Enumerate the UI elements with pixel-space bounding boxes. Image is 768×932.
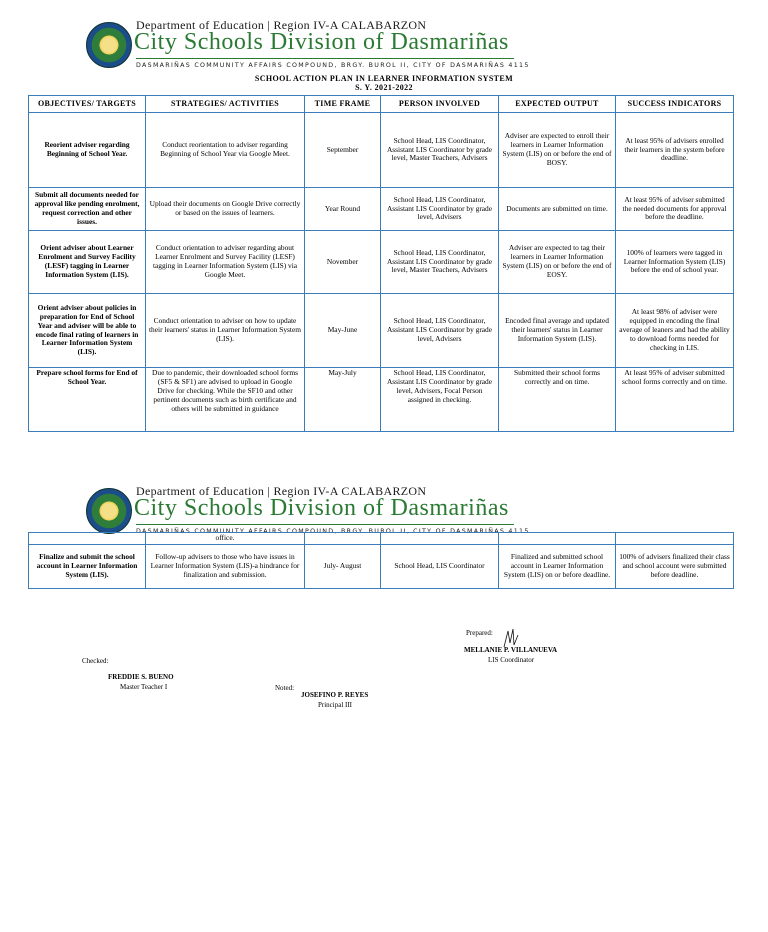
strategy-cell: Follow-up advisers to those who have issues in Learner Information System (LIS)-a hindrance for finalization and submission. xyxy=(146,544,305,588)
time-frame-cell: September xyxy=(305,113,381,188)
noted-name: JOSEFINO P. REYES xyxy=(301,691,369,699)
persons-cell: School Head, LIS Coordinator xyxy=(381,544,499,588)
divider xyxy=(136,524,514,525)
table-row xyxy=(29,113,734,188)
objective-cell: Orient adviser about policies in preparation for End of School Year and adviser will be able to encode final rating of learners in Learner Information System (LIS). xyxy=(29,294,146,368)
strategy-cell: Conduct orientation to adviser on how to update their learners' status in Learner Information System (LIS). xyxy=(146,294,305,368)
noted-title: Principal III xyxy=(318,701,353,709)
column-header: EXPECTED OUTPUT xyxy=(499,96,616,113)
objective-cell: Prepare school forms for End of School Year. xyxy=(29,368,146,432)
persons-cell: School Head, LIS Coordinator, Assistant LIS Coordinator by grade level, Advisers xyxy=(381,188,499,231)
time-frame-cell: Year Round xyxy=(305,188,381,231)
column-header: OBJECTIVES/ TARGETS xyxy=(29,96,146,113)
checked-title: Master Teacher I xyxy=(120,683,168,691)
division-name: City Schools Division of Dasmariñas xyxy=(134,29,509,55)
prepared-label: Prepared: xyxy=(466,629,493,637)
objective-cell: Finalize and submit the school account in Learner Information System (LIS). xyxy=(29,544,146,588)
school-year: S. Y. 2021-2022 xyxy=(355,83,413,92)
objective-cell: Orient adviser about Learner Enrolment and Survey Facility (LESF) tagging in Learner Information System (LIS). xyxy=(29,231,146,294)
division-address: DASMARIÑAS COMMUNITY AFFAIRS COMPOUND, BRGY. BUROL II, CITY OF DASMARIÑAS 4115 xyxy=(136,62,530,69)
persons-cell: School Head, LIS Coordinator, Assistant LIS Coordinator by grade level, Master Teachers, Advisers xyxy=(381,231,499,294)
time-frame-cell: July- August xyxy=(305,544,381,588)
objective-cell: Reorient adviser regarding Beginning of School Year. xyxy=(29,113,146,188)
document-title: SCHOOL ACTION PLAN IN LEARNER INFORMATION SYSTEM xyxy=(254,74,514,83)
output-cell: Documents are submitted on time. xyxy=(499,188,616,231)
persons-cell: School Head, LIS Coordinator, Assistant LIS Coordinator by grade level, Master Teachers, Advisers xyxy=(381,113,499,188)
strategy-cell: Conduct orientation to adviser regarding about Learner Enrolment and Survey Facility (LESF) tagging in Learner Information System (LIS) via Google Meet. xyxy=(146,231,305,294)
department-line: Department of Education | Region IV-A CALABARZON xyxy=(136,18,427,32)
table-row xyxy=(29,188,734,231)
table-row xyxy=(29,533,734,545)
output-cell: Finalized and submitted school account in Learner Information System (LIS) on or before deadline. xyxy=(499,544,616,588)
table-header-row xyxy=(29,96,734,113)
time-frame-cell: May-July xyxy=(305,368,381,432)
checked-label: Checked: xyxy=(82,657,109,665)
divider xyxy=(136,58,514,59)
indicator-cell: 100% of learners were tagged in Learner Information System (LIS) before the end of school year. xyxy=(616,231,734,294)
indicator-cell: At least 95% of adviser submitted school forms correctly and on time. xyxy=(616,368,734,432)
persons-cell: School Head, LIS Coordinator, Assistant LIS Coordinator by grade level, Advisers xyxy=(381,294,499,368)
table-row xyxy=(29,294,734,368)
division-seal-icon xyxy=(86,22,132,68)
indicator-cell: 100% of advisers finalized their class and school account were submitted before deadline. xyxy=(616,544,734,588)
time-frame-cell: November xyxy=(305,231,381,294)
prepared-title: LIS Coordinator xyxy=(488,656,535,664)
output-cell: Adviser are expected to enroll their learners in Learner Information System (LIS) on or before the end of BOSY. xyxy=(499,113,616,188)
prepared-name: MELLANIE P. VILLANUEVA xyxy=(464,646,558,654)
column-header: STRATEGIES/ ACTIVITIES xyxy=(146,96,305,113)
action-plan-table xyxy=(28,95,734,432)
objective-cell: Submit all documents needed for approval like pending enrolment, request correction and other issues. xyxy=(29,188,146,231)
indicator-cell: At least 98% of adviser were equipped in encoding the final average of leaners and had the ability to download forms needed for checking in LIS. xyxy=(616,294,734,368)
strategy-cell: Upload their documents on Google Drive correctly or based on the issues of learners. xyxy=(146,188,305,231)
time-frame-cell: May-June xyxy=(305,294,381,368)
output-cell: Submitted their school forms correctly and on time. xyxy=(499,368,616,432)
department-line: Department of Education | Region IV-A CALABARZON xyxy=(136,484,427,498)
division-name: City Schools Division of Dasmariñas xyxy=(134,495,509,521)
indicator-cell: At least 95% of adviser submitted the needed documents for approval before the deadline. xyxy=(616,188,734,231)
checked-name: FREDDIE S. BUENO xyxy=(108,673,174,681)
division-seal-icon xyxy=(86,488,132,534)
column-header: SUCCESS INDICATORS xyxy=(616,96,734,113)
column-header: TIME FRAME xyxy=(305,96,381,113)
column-header: PERSON INVOLVED xyxy=(381,96,499,113)
noted-label: Noted: xyxy=(275,684,295,692)
persons-cell: School Head, LIS Coordinator, Assistant LIS Coordinator by grade level, Advisers, Focal Person assigned in checking. xyxy=(381,368,499,432)
output-cell: Adviser are expected to tag their learners in Learner Information System (LIS) on or before the end of EOSY. xyxy=(499,231,616,294)
strategy-cell: Conduct reorientation to adviser regarding Beginning of School Year via Google Meet. xyxy=(146,113,305,188)
strategy-cell: Due to pandemic, their downloaded school forms (SF5 & SF1) are advised to upload in Google Drive for checking. While the SF10 and other pertinent documents such as birth certificate and others will be submitted in guidance xyxy=(146,368,305,432)
table-row xyxy=(29,368,734,432)
indicator-cell: At least 95% of advisers enrolled their learners in the system before deadline. xyxy=(616,113,734,188)
strategy-cell: office. xyxy=(146,533,305,545)
letterhead xyxy=(84,16,530,78)
division-address: DASMARIÑAS COMMUNITY AFFAIRS COMPOUND, BRGY. BUROL II, CITY OF DASMARIÑAS 4115 xyxy=(136,528,530,535)
table-row xyxy=(29,544,734,588)
output-cell: Encoded final average and updated their learners' status in Learner Information System (LIS). xyxy=(499,294,616,368)
action-plan-table-continued xyxy=(28,532,734,589)
table-row xyxy=(29,231,734,294)
